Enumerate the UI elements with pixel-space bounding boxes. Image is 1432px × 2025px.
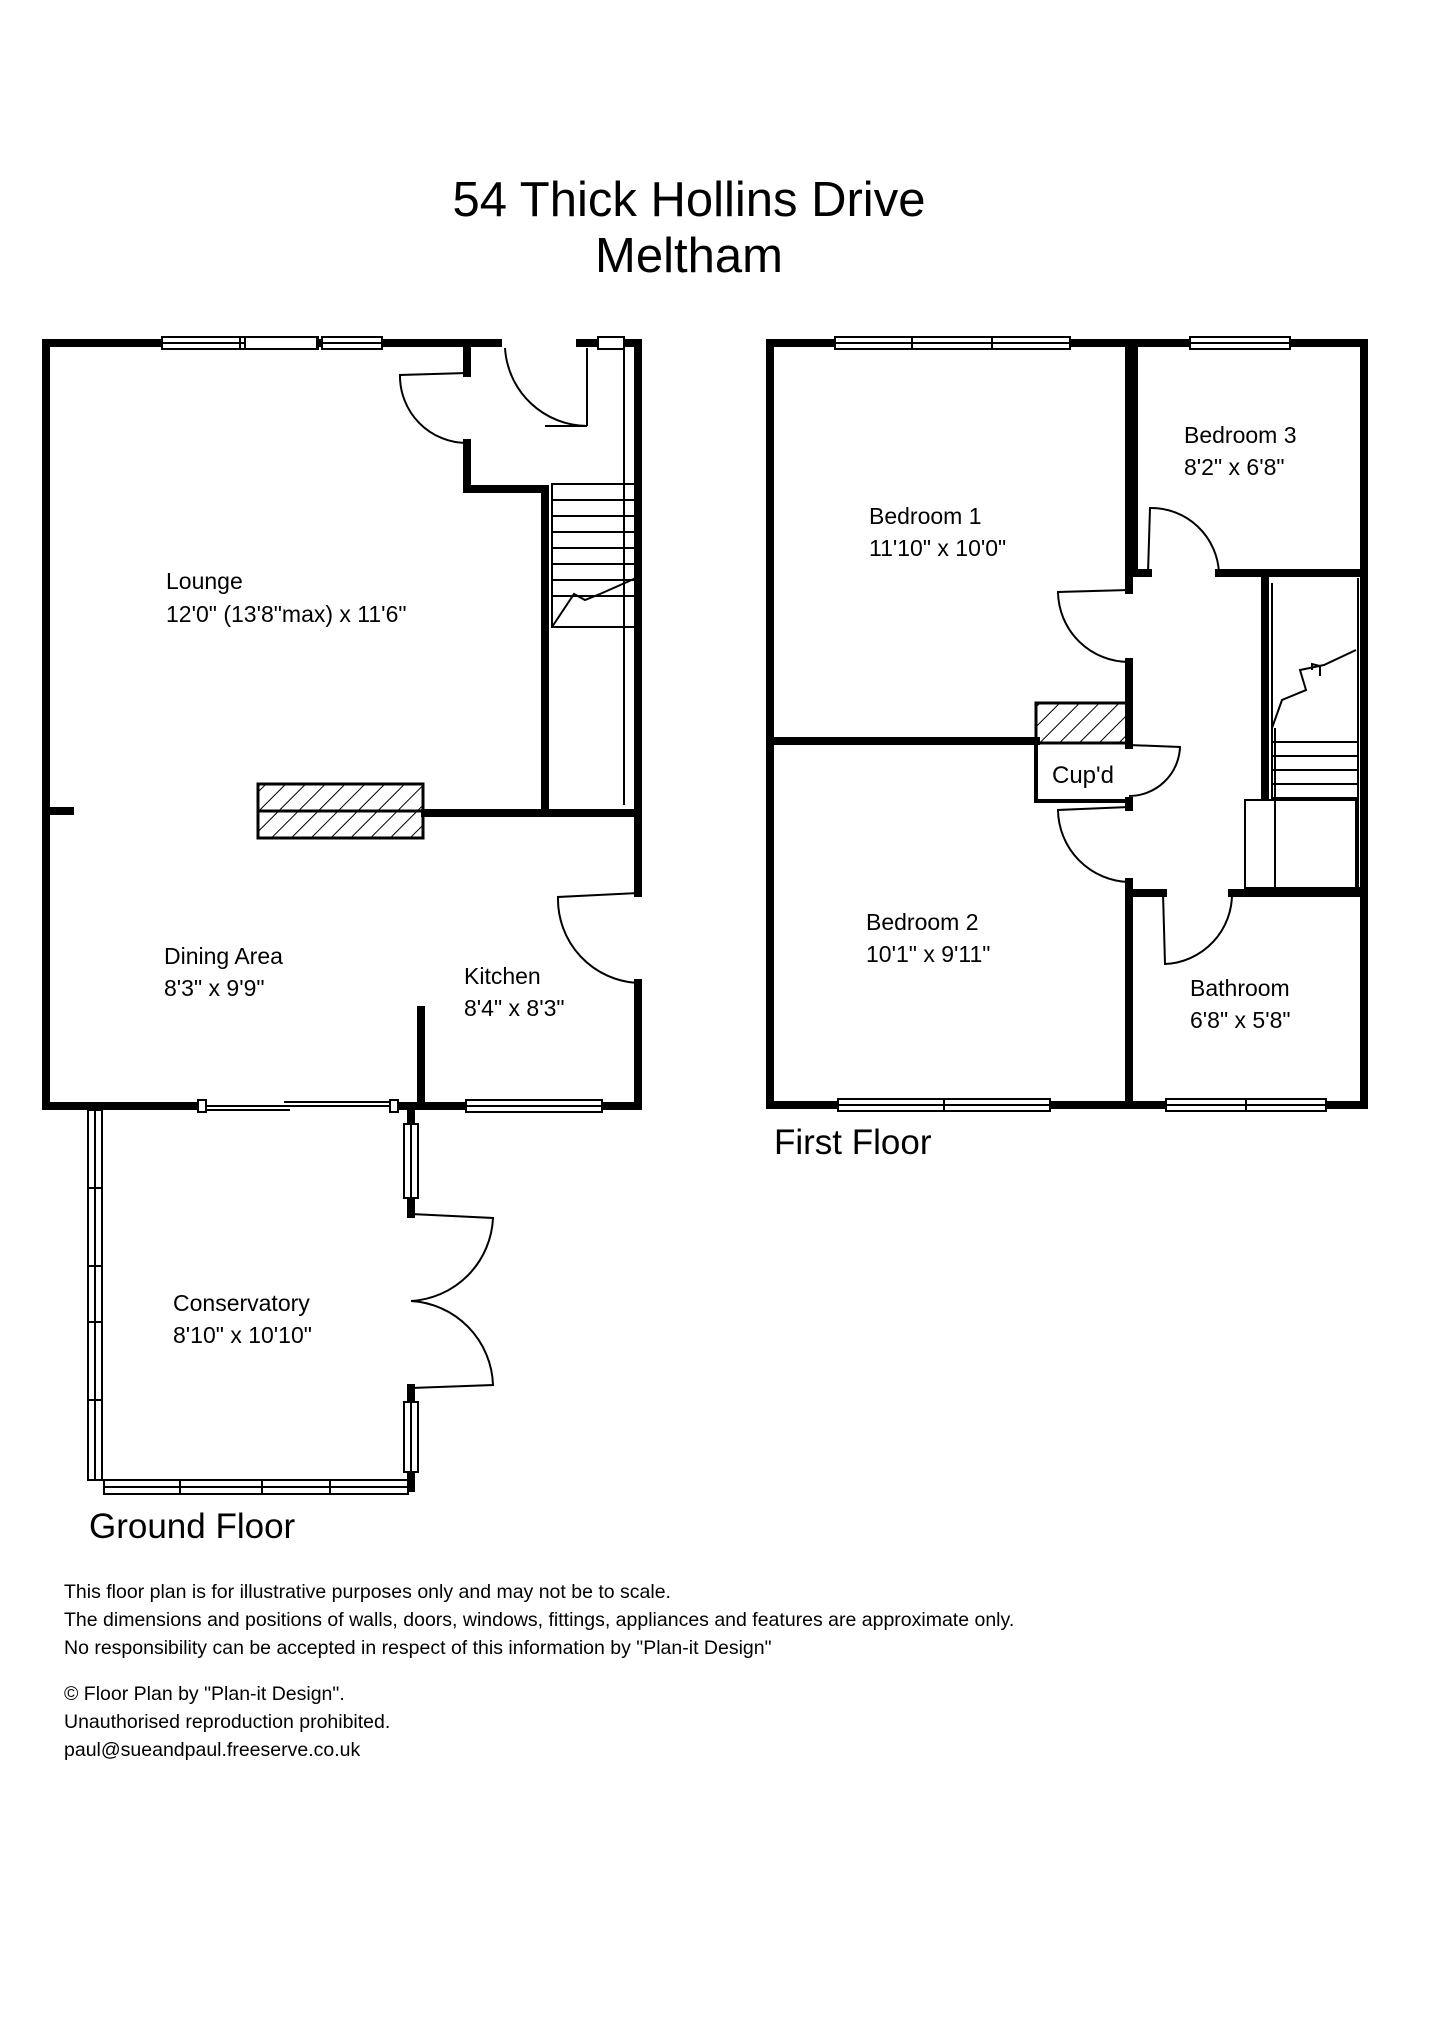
contact-email: paul@sueandpaul.freeserve.co.uk	[64, 1739, 361, 1761]
patio-door	[198, 1100, 398, 1112]
room-lounge	[166, 568, 407, 627]
disclaimer-line: This floor plan is for illustrative purposes only and may not be to scale.	[64, 1581, 671, 1603]
room-name-dining-area: Dining Area	[164, 943, 283, 969]
room-dims-dining-area: 8'3" x 9'9"	[164, 975, 265, 1001]
first-floor-plan	[770, 337, 1364, 1162]
room-bathroom	[1190, 975, 1291, 1033]
ground-floor-stairs	[552, 484, 638, 627]
room-name-bedroom-1: Bedroom 1	[869, 503, 982, 529]
ground-floor-plan	[46, 337, 638, 1546]
room-name-bathroom: Bathroom	[1190, 975, 1290, 1001]
town-line: Meltham	[595, 229, 783, 283]
address-line: 54 Thick Hollins Drive	[452, 173, 926, 227]
room-dims-kitchen: 8'4" x 8'3"	[464, 995, 565, 1021]
room-name-bedroom-2: Bedroom 2	[866, 909, 979, 935]
room-dims-bathroom: 6'8" x 5'8"	[1190, 1007, 1291, 1033]
room-bedroom-3	[1184, 422, 1297, 480]
room-conservatory	[173, 1290, 312, 1348]
credits	[64, 1680, 390, 1764]
room-name-conservatory: Conservatory	[173, 1290, 310, 1316]
room-dims-bedroom-2: 10'1" x 9'11"	[866, 941, 991, 967]
disclaimer-line: The dimensions and positions of walls, doors, windows, fittings, appliances and features are approximate only.	[64, 1609, 1015, 1631]
room-dining-area	[164, 943, 283, 1001]
room-dims-lounge: 12'0" (13'8"max) x 11'6"	[166, 601, 407, 627]
credit-line: © Floor Plan by "Plan-it Design".	[64, 1683, 345, 1705]
room-name-cupboard: Cup'd	[1052, 762, 1114, 789]
room-dims-bedroom-1: 11'10" x 10'0"	[869, 535, 1007, 561]
room-dims-conservatory: 8'10" x 10'10"	[173, 1322, 312, 1348]
room-name-kitchen: Kitchen	[464, 963, 541, 989]
cupboard	[1036, 703, 1129, 801]
disclaimer-line: No responsibility can be accepted in respect of this information by "Plan-it Design"	[64, 1637, 772, 1659]
first-floor-label: First Floor	[774, 1123, 932, 1162]
room-kitchen	[464, 963, 565, 1021]
room-bedroom-1	[869, 503, 1006, 561]
ground-floor-doors	[400, 348, 638, 1388]
disclaimer	[64, 1578, 1014, 1662]
room-name-bedroom-3: Bedroom 3	[1184, 422, 1297, 448]
room-name-lounge: Lounge	[166, 568, 243, 594]
ground-floor-label: Ground Floor	[89, 1507, 296, 1546]
room-dims-bedroom-3: 8'2" x 6'8"	[1184, 454, 1285, 480]
room-bedroom-2	[866, 909, 990, 967]
ground-floor-walls	[46, 343, 638, 1488]
credit-line: Unauthorised reproduction prohibited.	[64, 1711, 391, 1733]
